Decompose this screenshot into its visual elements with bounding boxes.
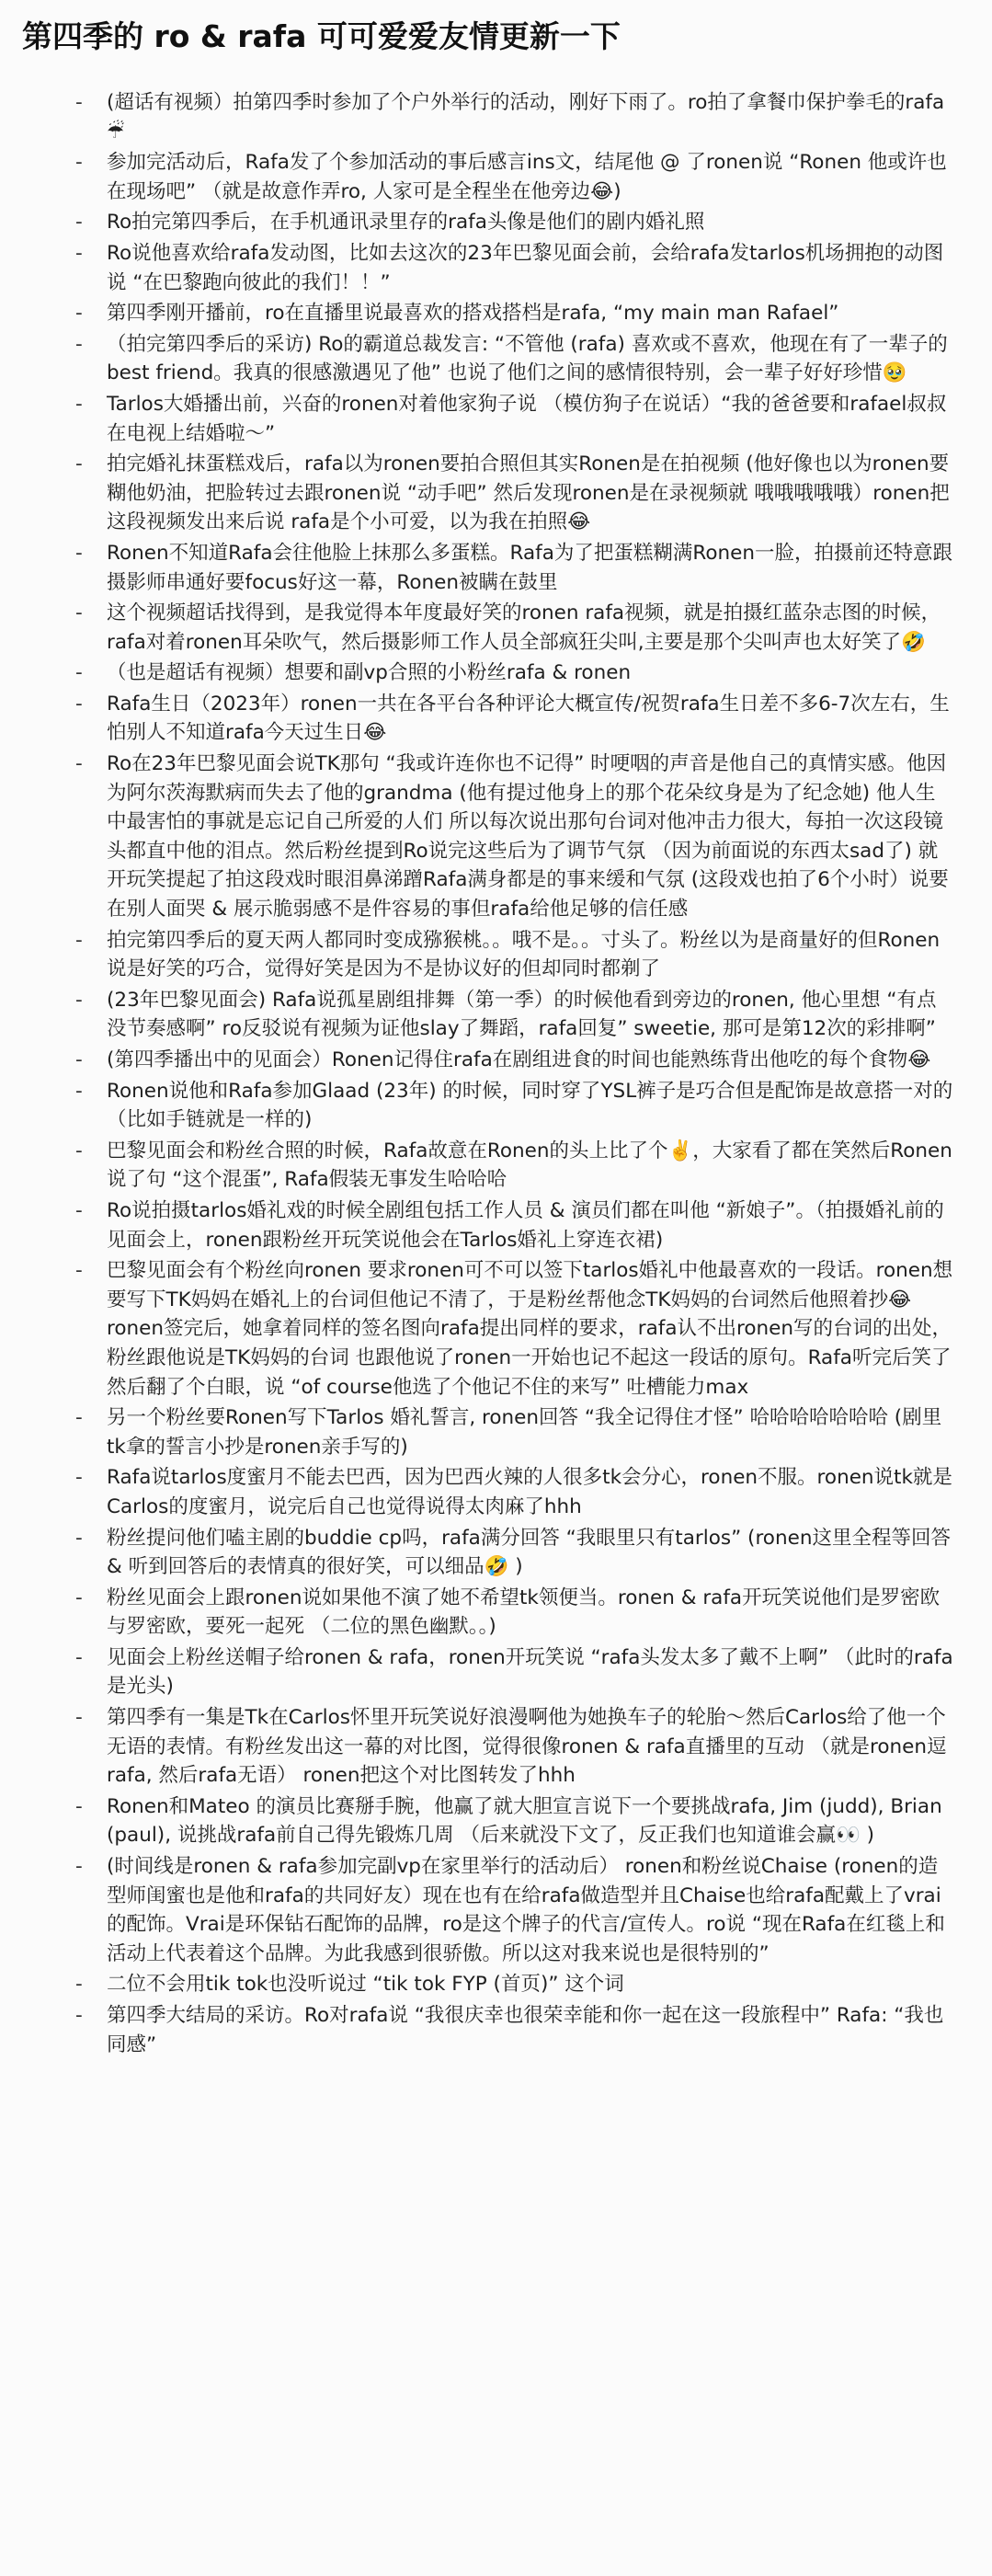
list-item bbox=[22, 299, 970, 328]
list-item bbox=[22, 1077, 970, 1135]
list-item-text: Rafa生日（2023年）ronen一共在各平台各种评论大概宣传/祝贺rafa生日差不多6-7次左右，生怕别人不知道rafa今天过生日😂 bbox=[107, 692, 950, 745]
list-item-text: Ro说他喜欢给rafa发动图，比如去这次的23年巴黎见面会前，会给rafa发tarlos机场拥抱的动图说 “在巴黎跑向彼此的我们！！” bbox=[107, 241, 944, 294]
list-item-text: 二位不会用tik tok也没听说过 “tik tok FYP (首页)” 这个词 bbox=[107, 1973, 624, 1997]
list-item-text: （也是超话有视频）想要和副vp合照的小粉丝rafa & ronen bbox=[107, 661, 632, 685]
list-item-text: 巴黎见面会有个粉丝向ronen 要求ronen可不可以签下tarlos婚礼中他最喜欢的一段话。ronen想要写下TK妈妈在婚礼上的台词但他记不清了，于是粉丝帮他念TK妈妈的台词然后他照着抄😂 ronen签完后，她拿着同样的签名图向rafa提出同样的要求，rafa认不出ronen写的台词的出处，粉丝跟他说是TK妈妈的台词 也跟他说了ronen一开始也记不起这一段话的原句。Rafa听完后笑了然后翻了个白眼，说 “of course他选了个他记不住的来写” 吐槽能力max bbox=[107, 1259, 953, 1399]
bullet-dash: - bbox=[75, 151, 83, 175]
bullet-dash: - bbox=[75, 541, 83, 565]
list-item bbox=[22, 658, 970, 688]
bullet-dash: - bbox=[75, 452, 83, 476]
bullet-dash: - bbox=[75, 91, 83, 114]
bullet-dash: - bbox=[75, 1706, 83, 1730]
bullet-dash: - bbox=[75, 1645, 83, 1669]
list-item-text: 粉丝提问他们嗑主剧的buddie cp吗，rafa满分回答 “我眼里只有tarlos” (ronen这里全程等回答 & 听到回答后的表情真的很好笑，可以细品🤣 ) bbox=[107, 1526, 957, 1579]
bullet-dash: - bbox=[75, 661, 83, 685]
bullet-dash: - bbox=[75, 1973, 83, 1997]
bullet-dash: - bbox=[75, 1048, 83, 1071]
bullet-dash: - bbox=[75, 692, 83, 716]
bullet-dash: - bbox=[75, 928, 83, 952]
list-item-text: (超话有视频）拍第四季时参加了个户外举行的活动，刚好下雨了。ro拍了拿餐巾保护拳毛的rafa☔ bbox=[107, 91, 945, 143]
bullet-dash: - bbox=[75, 211, 83, 235]
list-item bbox=[22, 1137, 970, 1195]
bullet-dash: - bbox=[75, 1855, 83, 1879]
list-item-text: Ronen不知道Rafa会往他脸上抹那么多蛋糕。Rafa为了把蛋糕糊满Ronen一脸，拍摄前还特意跟摄影师串通好要focus好这一幕，Ronen被瞒在鼓里 bbox=[107, 541, 952, 594]
list-item bbox=[22, 208, 970, 237]
list-item bbox=[22, 1256, 970, 1402]
list-item bbox=[22, 1463, 970, 1521]
bullet-dash: - bbox=[75, 392, 83, 416]
list-item bbox=[22, 1643, 970, 1701]
list-item-text: 巴黎见面会和粉丝合照的时候，Rafa故意在Ronen的头上比了个✌️，大家看了都在笑然后Ronen说了句 “这个混蛋”, Rafa假装无事发生哈哈哈 bbox=[107, 1139, 952, 1192]
list-item-text: 另一个粉丝要Ronen写下Tarlos 婚礼誓言, ronen回答 “我全记得住才怪” 哈哈哈哈哈哈哈 (剧里tk拿的誓言小抄是ronen亲手写的) bbox=[107, 1406, 942, 1459]
list-item-text: 拍完婚礼抹蛋糕戏后，rafa以为ronen要拍合照但其实Ronen是在拍视频 (他好像也以为ronen要糊他奶油，把脸转过去跟ronen说 “动手吧” 然后发现ronen是在录视频就 哦哦哦哦哦）ronen把这段视频发出来后说 rafa是个小可爱，以为我在拍照😂 bbox=[107, 452, 950, 534]
list-item bbox=[22, 599, 970, 657]
list-item bbox=[22, 1792, 970, 1850]
list-item-text: (时间线是ronen & rafa参加完副vp在家里举行的活动后） ronen和粉丝说Chaise (ronen的造型师闺蜜也是他和rafa的共同好友）现在也有在给rafa做造型并且Chaise也给rafa配戴上了vrai的配饰。Vrai是环保钻石配饰的品牌，ro是这个牌子的代言/宣传人。ro说 “现在Rafa在红毯上和活动上代表着这个品牌。为此我感到很骄傲。所以这对我来说也是很特别的” bbox=[107, 1855, 945, 1965]
list-item-text: 这个视频超话找得到，是我觉得本年度最好笑的ronen rafa视频，就是拍摄红蓝杂志图的时候，rafa对着ronen耳朵吹气，然后摄影师工作人员全部疯狂尖叫,主要是那个尖叫声也太好笑了🤣 bbox=[107, 601, 941, 654]
bullet-dash: - bbox=[75, 302, 83, 326]
list-item bbox=[22, 539, 970, 597]
bullet-dash: - bbox=[75, 601, 83, 625]
list-item bbox=[22, 926, 970, 984]
list-item bbox=[22, 1584, 970, 1642]
list-item bbox=[22, 148, 970, 206]
bullet-dash: - bbox=[75, 1406, 83, 1430]
list-item bbox=[22, 1524, 970, 1582]
list-item-text: Rafa说tarlos度蜜月不能去巴西，因为巴西火辣的人很多tk会分心，ronen不服。ronen说tk就是Carlos的度蜜月，说完后自己也觉得说得太肉麻了hhh bbox=[107, 1466, 952, 1518]
bullet-dash: - bbox=[75, 1139, 83, 1162]
bullet-dash: - bbox=[75, 1586, 83, 1609]
bullet-dash: - bbox=[75, 1794, 83, 1818]
list-item bbox=[22, 330, 970, 388]
bullet-dash: - bbox=[75, 241, 83, 265]
list-item-text: 参加完活动后，Rafa发了个参加活动的事后感言ins文，结尾他 @ 了ronen说 “Ronen 他或许也在现场吧” （就是故意作弄ro, 人家可是全程坐在他旁边😂) bbox=[107, 151, 947, 203]
list-item bbox=[22, 986, 970, 1044]
list-item-text: (23年巴黎见面会) Rafa说孤星剧组排舞（第一季）的时候他看到旁边的ronen, 他心里想 “有点没节奏感啊” ro反驳说有视频为证他slay了舞蹈，rafa回复” sweetie, 那可是第12次的彩排啊” bbox=[107, 988, 937, 1041]
list-item bbox=[22, 390, 970, 448]
list-item-text: （拍完第四季后的采访) Ro的霸道总裁发言: “不管他 (rafa) 喜欢或不喜欢，他现在有了一辈子的best friend。我真的很感激遇见了他” 也说了他们之间的感情很特别，会一辈子好好珍惜🥹 bbox=[107, 332, 948, 385]
bullet-dash: - bbox=[75, 1259, 83, 1283]
page-title: 第四季的 ro & rafa 可可爱爱友情更新一下 bbox=[22, 18, 621, 54]
list-item bbox=[22, 2001, 970, 2059]
list-item bbox=[22, 1403, 970, 1461]
bullet-dash: - bbox=[75, 1198, 83, 1222]
bullet-dash: - bbox=[75, 1526, 83, 1550]
bullet-dash: - bbox=[75, 1079, 83, 1103]
bullet-dash: - bbox=[75, 332, 83, 356]
list-item-text: 第四季有一集是Tk在Carlos怀里开玩笑说好浪漫啊他为她换车子的轮胎～然后Carlos给了他一个无语的表情。有粉丝发出这一幕的对比图，觉得很像ronen & rafa直播里的互动 （就是ronen逗rafa, 然后rafa无语） ronen把这个对比图转发了hhh bbox=[107, 1706, 947, 1788]
list-item-text: Ro说拍摄tarlos婚礼戏的时候全剧组包括工作人员 & 演员们都在叫他 “新娘子”。（拍摄婚礼前的见面会上，ronen跟粉丝开玩笑说他会在Tarlos婚礼上穿连衣裙) bbox=[107, 1198, 944, 1252]
update-list bbox=[22, 88, 970, 2059]
list-item bbox=[22, 750, 970, 924]
list-item-text: 拍完第四季后的夏天两人都同时变成猕猴桃。。哦不是。。寸头了。粉丝以为是商量好的但Ronen说是好笑的巧合，觉得好笑是因为不是协议好的但却同时都剃了 bbox=[107, 928, 941, 981]
bullet-dash: - bbox=[75, 988, 83, 1012]
list-item bbox=[22, 1196, 970, 1254]
list-item bbox=[22, 1046, 970, 1075]
list-item-text: Tarlos大婚播出前，兴奋的ronen对着他家狗子说 （模仿狗子在说话）“我的爸爸要和rafael叔叔在电视上结婚啦～” bbox=[107, 392, 947, 445]
list-item-text: (第四季播出中的见面会）Ronen记得住rafa在剧组进食的时间也能熟练背出他吃的每个食物😂 bbox=[107, 1048, 931, 1071]
bullet-dash: - bbox=[75, 1466, 83, 1490]
list-item-text: 第四季大结局的采访。Ro对rafa说 “我很庆幸也很荣幸能和你一起在这一段旅程中” Rafa: “我也同感” bbox=[107, 2004, 944, 2056]
list-item-text: Ro拍完第四季后，在手机通讯录里存的rafa头像是他们的剧内婚礼照 bbox=[107, 211, 705, 235]
list-item bbox=[22, 1970, 970, 1999]
list-item bbox=[22, 450, 970, 537]
list-item bbox=[22, 88, 970, 146]
list-item-text: Ro在23年巴黎见面会说TK那句 “我或许连你也不记得” 时哽咽的声音是他自己的真情实感。他因为阿尔茨海默病而失去了他的grandma (他有提过他身上的那个花朵纹身是为了纪念她) 他人生中最害怕的事就是忘记自己所爱的人们 所以每次说出那句台词对他冲击力很大，每拍一次这段镜头都直中他的泪点。然后粉丝提到Ro说完这些后为了调节气氛 （因为前面说的东西太sad了) 就开玩笑提起了拍这段戏时眼泪鼻涕蹭Rafa满身都是的事来缓和气氛 (这段戏也拍了6个小时）说要在别人面哭 & 展示脆弱感不是件容易的事但rafa给他足够的信任感 bbox=[107, 752, 949, 922]
list-item-text: Ronen和Mateo 的演员比赛掰手腕，他赢了就大胆宣言说下一个要挑战rafa, Jim (judd), Brian (paul), 说挑战rafa前自己得先锻炼几周 （后来就没下文了，反正我们也知道谁会赢👀 ) bbox=[107, 1794, 949, 1848]
list-item-text: Ronen说他和Rafa参加Glaad (23年) 的时候，同时穿了YSL裤子是巧合但是配饰是故意搭一对的 （比如手链就是一样的) bbox=[107, 1079, 960, 1132]
bullet-dash: - bbox=[75, 2004, 83, 2027]
list-item bbox=[22, 690, 970, 748]
list-item bbox=[22, 1852, 970, 1968]
bullet-dash: - bbox=[75, 752, 83, 776]
list-item-text: 第四季刚开播前，ro在直播里说最喜欢的搭戏搭档是rafa, “my main man Rafael” bbox=[107, 302, 839, 326]
list-item-text: 粉丝见面会上跟ronen说如果他不演了她不希望tk领便当。ronen & rafa开玩笑说他们是罗密欧与罗密欧，要死一起死 （二位的黑色幽默。。) bbox=[107, 1586, 941, 1639]
list-item bbox=[22, 239, 970, 297]
list-item-text: 见面会上粉丝送帽子给ronen & rafa，ronen开玩笑说 “rafa头发太多了戴不上啊” （此时的rafa是光头) bbox=[107, 1645, 953, 1699]
list-item bbox=[22, 1703, 970, 1791]
